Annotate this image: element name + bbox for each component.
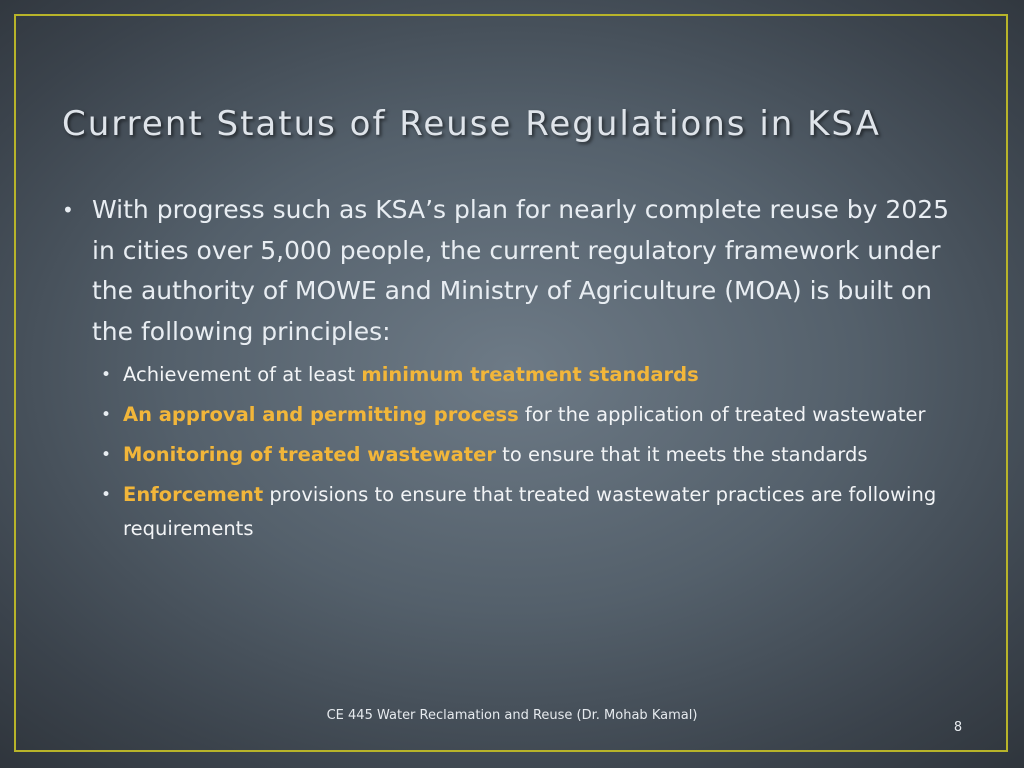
sub-bullet-text: to ensure that it meets the standards [495, 443, 868, 466]
bullet-marker: • [62, 198, 74, 222]
sub-bullet-text: for the application of treated wastewater [518, 403, 926, 426]
highlight-text: minimum treatment standards [361, 363, 699, 386]
sub-bullet-item [62, 398, 962, 432]
slide-footer: CE 445 Water Reclamation and Reuse (Dr. Mohab Kamal) [326, 708, 698, 723]
bullet-marker: • [101, 445, 112, 465]
sub-bullet-item [62, 478, 962, 546]
page-number: 8 [953, 720, 963, 735]
highlight-text: Monitoring of treated wastewater [123, 443, 496, 466]
sub-bullet-item [62, 358, 962, 392]
sub-bullet-text: Achievement of at least [123, 363, 362, 386]
highlight-text: An approval and permitting process [123, 403, 519, 426]
highlight-text: Enforcement [123, 483, 264, 506]
slide-title: Current Status of Reuse Regulations in KSA [62, 104, 881, 144]
main-bullet [62, 190, 962, 352]
slide-body [62, 190, 962, 552]
sub-bullet-text: provisions to ensure that treated wastewater practices are following requirements [123, 483, 937, 540]
sub-bullet-item [62, 438, 962, 472]
main-bullet-text: With progress such as KSA’s plan for nearly complete reuse by 2025 in cities over 5,000 people, the current regulatory framework under the authority of MOWE and Ministry of Agriculture (MOA) is built on the following principles: [92, 195, 950, 346]
sub-bullet-list [62, 358, 962, 546]
bullet-marker: • [101, 485, 112, 505]
bullet-marker: • [101, 365, 112, 385]
bullet-marker: • [101, 405, 112, 425]
